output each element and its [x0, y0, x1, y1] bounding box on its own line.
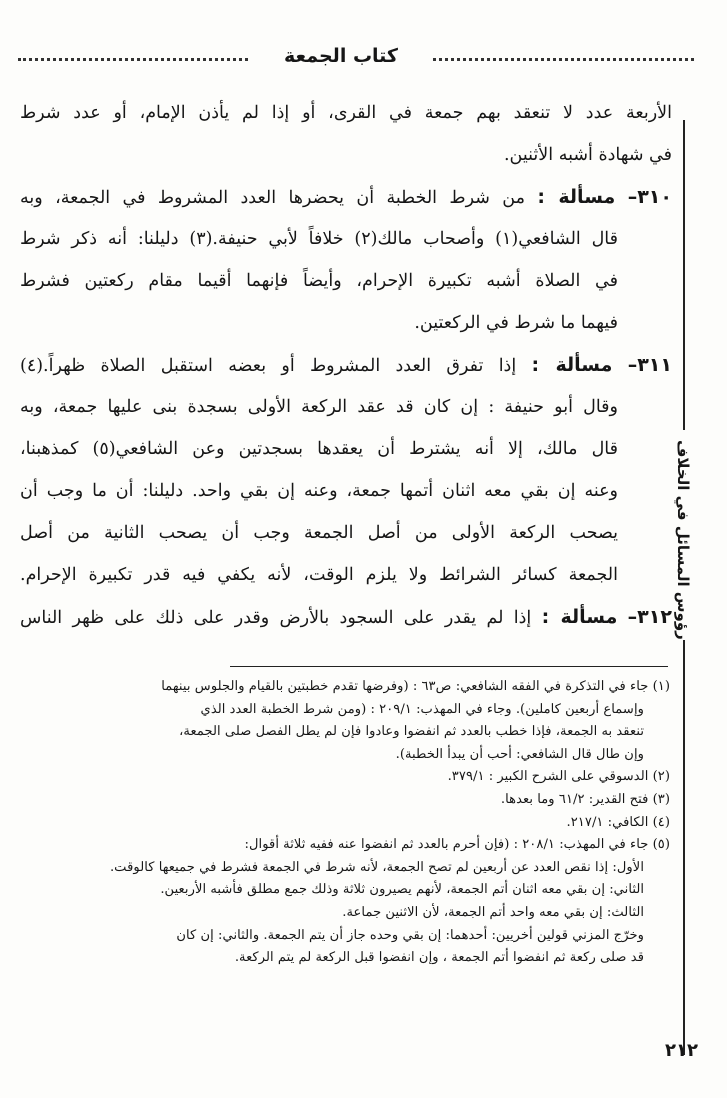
footnote-line: الثاني: إن بقي معه اثنان أتم الجمعة، لأنهم يصيرون ثلاثة وذلك جمع مطلق فأشبه الأربعين. [160, 882, 644, 898]
text-line: في الصلاة أشبه تكبيرة الإحرام، وأيضاً فإنهما أقيما مقام ركعتين فشرط [20, 271, 618, 291]
issue-text: إذا لم يقدر على السجود بالأرض وقدر على ذلك على ظهر الناس [20, 608, 532, 628]
text-line: وقال أبو حنيفة : إن كان قد عقد الركعة الأولى بسجدة بنى عليها جمعة، وبه [20, 397, 618, 417]
footnote-line: الثالث: إن بقي معه واحد أتم الجمعة، لأن الاثنين جماعة. [342, 904, 644, 920]
margin-rule-top [683, 120, 685, 430]
text-line: وعنه إن بقي معه اثنان أتمها جمعة، وعنه إن بقي واحد. دليلنا: أن ما وجب أن [20, 481, 618, 501]
issue-310 [20, 176, 672, 218]
footnote-line: وخرّج المزني قولين أخريين: أحدهما: إن بقي وحده جاز أن يتم الجمعة. والثاني: إن كان [176, 927, 644, 943]
book-title-margin: رؤوس المسائل في الخلاف [674, 440, 692, 640]
footnote-line: (٢) الدسوقي على الشرح الكبير : ٣٧٩/١. [447, 769, 670, 785]
header-rule-right [433, 58, 694, 61]
issue-label: مسألة : [537, 186, 616, 208]
issue-312 [20, 596, 672, 638]
footnote-line: (٤) الكافي: ٢١٧/١. [566, 814, 670, 830]
margin-rule-bottom [683, 640, 685, 1055]
text-line: فيهما ما شرط في الركعتين. [414, 313, 618, 333]
footnotes [20, 676, 670, 970]
issue-label: مسألة : [531, 354, 613, 376]
footnote-line: (١) جاء في التذكرة في الفقه الشافعي: ص٦٣ : (وفرضها تقدم خطبتين بالقيام والجلوس بينهما [161, 679, 670, 694]
chapter-title: كتاب الجمعة [284, 45, 398, 67]
issue-number: ٣١١– [627, 354, 672, 376]
text-line: قال الشافعي(١) وأصحاب مالك(٢) خلافاً لأبي حنيفة.(٣) دليلنا: أنه ذكر شرط [20, 229, 619, 249]
footnote-line: وإن طال قال الشافعي: أحب أن يبدأ الخطبة). [395, 746, 644, 762]
issue-text: إذا تفرق العدد المشروط أو بعضه استقبل الصلاة ظهراً.(٤) [20, 356, 517, 376]
text-line: يصحب الركعة الأولى من أصل الجمعة وجب أن يصحب الثانية من أصل [20, 523, 618, 543]
issue-text: من شرط الخطبة أن يحضرها العدد المشروط في الجمعة، وبه [20, 188, 525, 208]
running-header [18, 44, 694, 68]
footnote-line: تنعقد به الجمعة، فإذا خطب بالعدد ثم انفضوا وعادوا فإن لم يطل الفصل صلى الجمعة، [179, 724, 644, 740]
issue-number: ٣١٠– [627, 186, 672, 208]
issue-label: مسألة : [541, 606, 618, 628]
header-rule-left [18, 58, 248, 61]
footnote-line: (٥) جاء في المهذب: ٢٠٨/١ : (فإن أحرم بالعدد ثم انفضوا عنه ففيه ثلاثة أقوال: [244, 837, 670, 853]
footnote-line: الأول: إذا نقص العدد عن أربعين لم تصح الجمعة، لأنه شرط في الجمعة فشرط في جميعها كالوقت. [109, 859, 644, 875]
text-line: الجمعة كسائر الشرائط ولا يلزم الوقت، لأنه يكفي فيه قدر تكبيرة الإحرام. [20, 565, 618, 585]
footnote-rule [230, 666, 668, 667]
footnote-line: قد صلى ركعة ثم انفضوا أتم الجمعة ، وإن انفضوا قبل الركعة لم يتم الركعة. [234, 950, 644, 966]
issue-number: ٣١٢– [627, 606, 672, 628]
footnote-line: وإسماع أربعين كاملين). وجاء في المهذب: ٢٠٩/١ : (ومن شرط الخطبة العدد الذي [200, 701, 644, 717]
text-line: قال مالك، إلا أنه يشترط أن يعقدها بسجدتين وعن الشافعي(٥) كمذهبنا، [20, 439, 619, 459]
text-line: في شهادة أشبه الأثنين. [503, 145, 672, 165]
issue-311 [20, 344, 672, 386]
text-line: الأربعة عدد لا تنعقد بهم جمعة في القرى، أو إذا لم يأذن الإمام، أو عدد شرط [20, 103, 672, 123]
footnote-line: (٣) فتح القدير: ٦١/٢ وما بعدها. [500, 791, 670, 807]
main-text [20, 92, 672, 638]
page-number: ٢١٢ [665, 1040, 698, 1061]
